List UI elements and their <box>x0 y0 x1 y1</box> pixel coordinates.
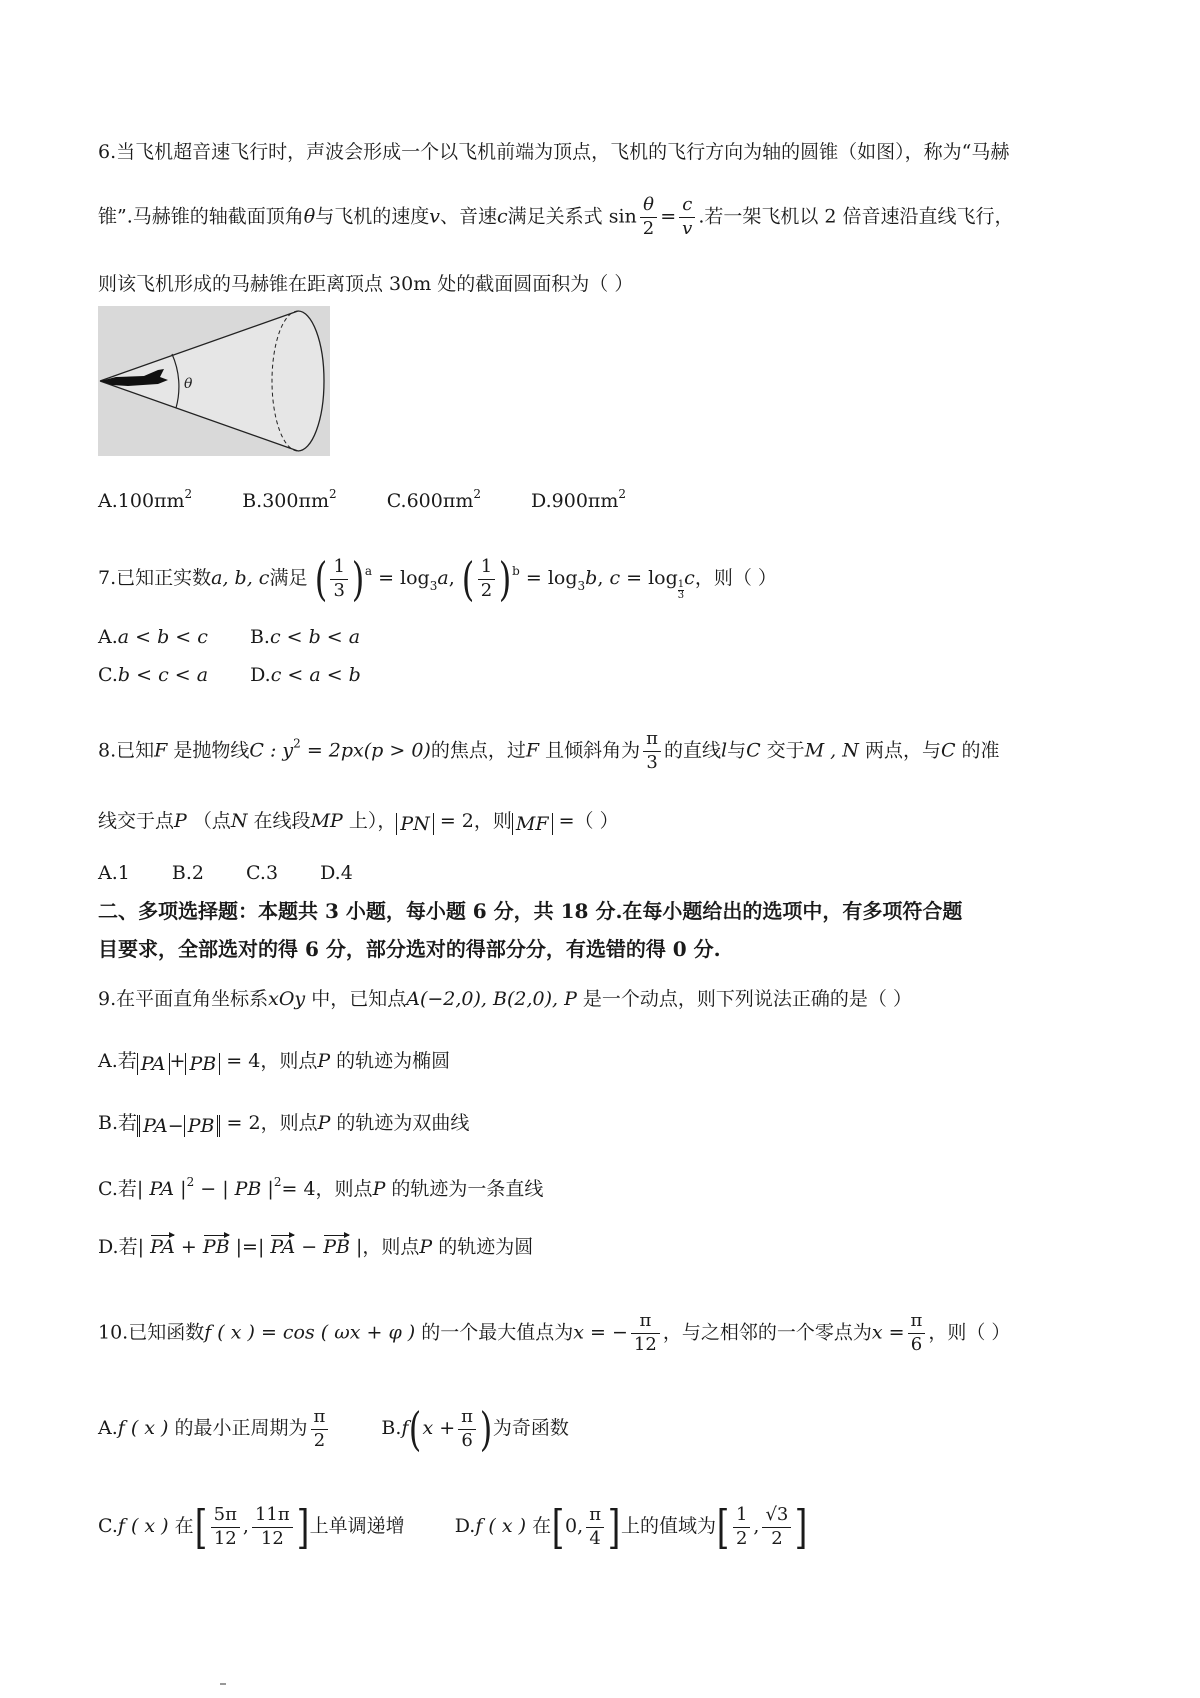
q10-option-a: A.f ( x ) 的最小正周期为 $\frac{\pi}{2}$ <box>98 1417 331 1439</box>
q9-option-b: B.若 PA− PB = 2，则点P 的轨迹为双曲线 <box>98 1112 470 1137</box>
q8-option-a: A.1 <box>98 862 130 884</box>
q8-option-b: B.2 <box>171 862 204 884</box>
figure-theta-label: θ <box>184 376 193 392</box>
section-2-heading-line-1: 二、多项选择题：本题共 3 小题，每小题 6 分，共 18 分.在每小题给出的选项中，有多项符合题 <box>98 899 963 923</box>
q7-stem: 7.已知正实数a, b, c满足 ( $\frac{1}{3}$ )$^a = \log_3a$, ( $\frac{1}{2}$ )$^b = \log_3b$, c = log $_{\frac{1}{3}}$ c，则（ ） <box>98 552 777 606</box>
q6-line-1: 6.当飞机超音速飞行时，声波会形成一个以飞机前端为顶点，飞机的飞行方向为轴的圆锥（如图），称为“马赫 <box>98 141 1010 163</box>
q7-option-c: C.b < c < a <box>98 664 209 686</box>
q7-option-a: A.a < b < c <box>98 626 208 648</box>
q10-option-c: C.f ( x ) 在[ $\frac{5\pi}{12}$ , $\frac{11\pi}{12}$ ]上单调递增 <box>98 1500 405 1554</box>
q7-option-b: B.c < b < a <box>249 626 361 648</box>
footer-mark <box>220 1683 226 1685</box>
q10-options-row-2 <box>98 1500 808 1554</box>
q9-option-c: C.若| PA $|^2$ − | PB $|^2= 4$，则点P 的轨迹为一条直线 <box>98 1175 544 1200</box>
q8-option-c: C.3 <box>246 862 279 884</box>
q6-option-d: $D.900\pi m^2$ <box>531 487 627 512</box>
q6-line-2: 锥”.马赫锥的轴截面顶角θ与飞机的速度v、音速c满足关系式 sin $\frac{\theta}{2}$ = $\frac{c}{v}$ .若一架飞机以 2 倍音速沿直线飞行， <box>98 194 1014 239</box>
q6-option-a: $A.100\pi m^2$ <box>98 487 193 512</box>
q6-option-b: $B.300\pi m^2$ <box>242 487 337 512</box>
q10-option-b: B.f(x + $\frac{\pi}{6}$ )为奇函数 <box>381 1402 569 1456</box>
q6-option-c: $C.600\pi m^2$ <box>386 487 481 512</box>
q7-options-row-1 <box>98 628 360 647</box>
q10-option-d: D.f ( x ) 在[0, $\frac{\pi}{4}$ ]上的值域为[ $\frac{1}{2}$ , $\frac{√3}{2}$ ] <box>454 1500 808 1554</box>
q6-fraction-c-v: $\frac{c}{v}$ <box>679 196 695 239</box>
q8-options <box>98 864 353 883</box>
mach-cone-figure <box>98 306 330 456</box>
q10-options-row-1 <box>98 1402 569 1456</box>
q6-options <box>98 488 626 511</box>
q9-option-a: A.若 PA + PB = 4，则点P 的轨迹为椭圆 <box>98 1050 451 1075</box>
q7-option-d: D.c < a < b <box>250 664 361 686</box>
q8-option-d: D.4 <box>320 862 353 884</box>
q6-line-3: 则该飞机形成的马赫锥在距离顶点 30m 处的截面圆面积为（ ） <box>98 273 634 295</box>
q8-line-1: 8.已知F 是抛物线C : $y^2 = 2px(p > 0)$的焦点，过F 且倾斜角为 $\frac{\pi}{3}$ 的直线l与C 交于M , N 两点，与C 的准 <box>98 728 1000 773</box>
section-2-heading-line-2: 目要求，全部选对的得 6 分，部分选对的得部分分，有选错的得 0 分. <box>98 937 721 961</box>
q9-option-d: D.若| PA + PB |=| PA − PB |，则点P 的轨迹为圆 <box>98 1236 534 1258</box>
q9-stem: 9.在平面直角坐标系xOy 中，已知点A(−2,0), B(2,0), P 是一个动点，则下列说法正确的是（ ） <box>98 988 912 1010</box>
q8-line-2: 线交于点P （点N 在线段MP 上）， PN = 2，则 MF =（ ） <box>98 810 619 835</box>
q7-options-row-2 <box>98 666 361 685</box>
q10-stem: 10.已知函数f ( x ) = cos ( ωx + φ ) 的一个最大值点为x = − $\frac{\pi}{12}$ ，与之相邻的一个零点为x = $\frac{\pi}{6}$ ，则（ ） <box>98 1310 1011 1355</box>
q6-fraction-theta-2: $\frac{\theta}{2}$ <box>640 196 657 239</box>
